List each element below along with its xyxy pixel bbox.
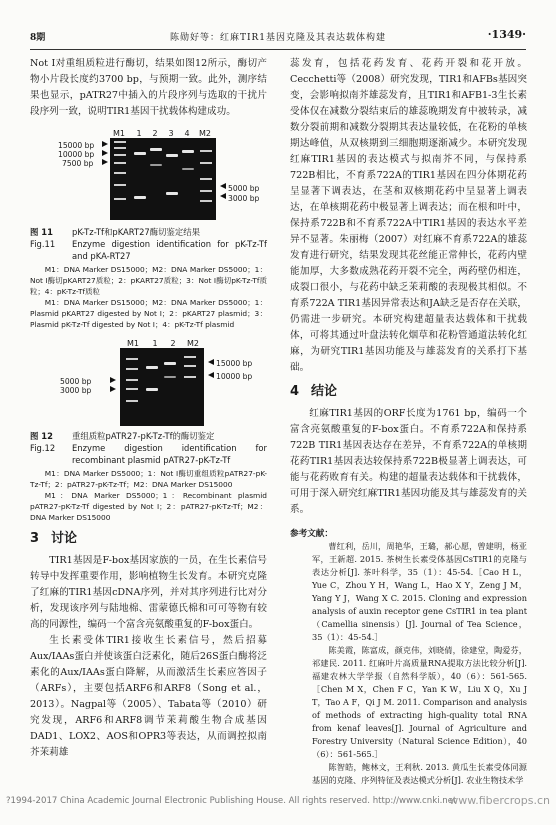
figure-11 — [30, 126, 267, 222]
marker-label: 7500 bp — [62, 159, 94, 168]
figure-11-caption-en: Fig.11 Enzyme digestion identification for pK-Tz-Tf and pKA-RT27 — [30, 239, 267, 261]
figure-11-note-en: M1：DNA Marker DS15000；M2：DNA Marker DS5000；1：Plasmid pKART27 digested by Not I；2：pKART27 plasmid；3：Plasmid pK-Tz-Tf digested by Not I；4：pK-Tz-Tf plasmid — [30, 298, 267, 329]
marker-label: 15000 bp — [58, 141, 95, 150]
page-number: ·1349· — [487, 28, 526, 41]
lane-label: M2 — [187, 339, 199, 348]
conclusion-paragraph: 红麻TIR1基因的ORF长度为1761 bp，编码一个富含亮氨酸重复的F-box蛋白。不育系722A和保持系722B TIR1基因表达存在差异，不育系722A的单核期花药TIR1基因表达较保持系722B极显著上调表达，可能与花药败育有关。构建的超量表达载体和干扰载体，可用于深入研究红麻TIR1基因功能及其与雄蕊发育的关系。 — [290, 408, 527, 515]
caption-en: Enzyme digestion identification for recombinant plasmid pATR27-pK-Tz-Tf — [72, 443, 267, 465]
discussion-paragraph-1: TIR1基因是F-box基因家族的一员，在生长素信号转导中发挥重要作用，影响植物生长发育。本研究克隆了红麻的TIR1基因cDNA序列，并对其序列进行比对分析，发现该序列与陆地棉、雷蒙德氏棉和可可等物有较高的同源性，编码一个富含亮氨酸重复的F-box蛋白。 — [30, 555, 267, 630]
figure-12-note-en: M1：DNA Marker DS5000；1：Recombinant plasmid pATR27-pK-Tz-Tf digested by Not I；2：pATR27-pK-Tz-Tf；M2：DNA Marker DS15000 — [30, 491, 267, 522]
reference-item: 曹红利，岳川，周艳华，王璐，郝心愿，曾建明，杨亚军，王新超. 2015. 茶树生长素受体基因CsTIR1的克隆与表达分析[J]. 茶叶科学，35（1）：45-54.［Cao H L，Yue C，Zhou Y H，Wang L，Hao X Y，Zeng J M，Yang Y J，Wang X C. 2015. Cloning and expression analysis of auxin receptor gene CsTIR1 in tea plant（Camellia sinensis）[J]. Journal of Tea Science，35（1）：45-54.］ — [312, 541, 527, 642]
gel-image — [120, 348, 204, 426]
discussion-paragraph-3: 蕊发育，包括花药发育、花药开裂和花开放。Cecchetti等（2008）研究发现，TIR1和AFBs基因突变，会影响拟南芥雄蕊发育，且TIR1和AFB1-3生长素受体仅在减数分裂结束后的雄蕊晚期发育中被转录，减数分裂前期和减数分裂期其表达量较低，在花粉的单核期达峰值，从双核期到三细胞期逐渐减少。本研究发现红麻TIR1基因的表达模式与拟南芥不同，与保持系722B相比，不育系722A的TIR1基因在四分体期花药呈显著下调表达，在茎和双核期花药中呈显著上调表达，在单核期花药中极显著上调表达；而在根和叶中，保持系722B和不育系722A中TIR1基因的表达水平差异不显著。朱丽梅（2007）对红麻不育系722A的雄蕊发育进行研究，结果发现其花丝能正常伸长，花药内壁能加厚，大多数成熟花药开裂不完全，两药壁仍相连，成裂口很小，与花药中缺乏茉莉酸的表现极其相似。不育系722A TIR1基因异常表达和JA缺乏是否存在关联，仍需进一步研究。本研究构建超量表达载体和干扰载体，可将其通过叶盘法转化烟草和花粉管通道法转化红麻，为研究TIR1基因功能及与雄蕊发育的关系打下基础。 — [290, 58, 527, 373]
footer — [6, 796, 550, 806]
section-title: 讨论 — [51, 531, 78, 546]
marker-arrow — [110, 386, 116, 392]
left-column — [30, 56, 267, 761]
section-number: 3 — [30, 531, 40, 546]
section-number: 4 — [290, 384, 300, 399]
lane-label: M1 — [113, 129, 125, 138]
figure-11-note-cn: M1：DNA Marker DS15000；M2：DNA Marker DS5000；1：Not I酶切pKART27质粒；2：pKART27质粒；3：Not I酶切pK-Tz-Tf质粒；4：pK-Tz-Tf质粒 — [30, 265, 267, 296]
intro-paragraph: Not I对重组质粒进行酶切，结果如图12所示，酶切产物小片段长度约3700 bp，与预期一致。此外，测序结果也显示，pATR27中插入的片段序列与选取的干扰片段序列一致，说明TIR1基因干扰载体构建成功。 — [30, 58, 267, 117]
marker-label: 3000 bp — [228, 194, 260, 203]
discussion-paragraph-2: 生长素受体TIR1接收生长素信号，然后招募Aux/IAAs蛋白并使该蛋白泛素化，随后26S蛋白酶将泛素化的Aux/IAAs蛋白降解，从而激活生长素应答因子（ARFs），主要包括ARF6和ARF8（Song et al.，2013）。Nagpal等（2005）、Tabata等（2010）研究发现，ARF6和ARF8调节茉莉酸生物合成基因DAD1、LOX2、AOS和OPR3等表达，从而调控拟南芥茉莉雄 — [30, 635, 267, 758]
marker-arrow — [208, 372, 214, 378]
marker-label: 10000 bp — [58, 150, 95, 159]
lane-label: 3 — [168, 129, 174, 138]
marker-label: 5000 bp — [60, 377, 92, 386]
section-title: 结论 — [311, 384, 338, 399]
figure-12 — [30, 336, 267, 428]
marker-arrow — [102, 141, 108, 147]
figure-11-caption: 图 11 pK-Tz-Tf和pKART27酶切鉴定结果 — [30, 226, 267, 238]
running-title: 陈勋好等：红麻TIR1基因克隆及其表达载体构建 — [169, 33, 387, 43]
lane-label: 2 — [170, 339, 176, 348]
gel-image — [110, 138, 216, 220]
lane-label: 4 — [184, 129, 190, 138]
references-title: 参考文献： — [290, 529, 333, 539]
marker-label: 3000 bp — [60, 386, 92, 395]
marker-arrow — [220, 193, 226, 199]
caption-en: Enzyme digestion identification for pK-Tz-Tf and pKA-RT27 — [72, 239, 267, 261]
marker-label: 5000 bp — [228, 184, 260, 193]
marker-arrow — [102, 150, 108, 156]
running-header — [30, 26, 526, 48]
lane-label: 1 — [152, 339, 158, 348]
reference-item: 陈智皓，鲍林文，王利秋. 2013. 黄瓜生长素受体同源基因的克隆、序列特征及表达模式分析[J]. 农业生物技术学 — [312, 762, 527, 785]
marker-arrow — [110, 377, 116, 383]
figure-12-caption: 图 12 重组质粒pATR27-pK-Tz-Tf的酶切鉴定 — [30, 430, 267, 442]
watermark: www.fibercrops.cn — [449, 794, 550, 807]
marker-arrow — [102, 159, 108, 165]
lane-label: M2 — [199, 129, 211, 138]
section-4-heading — [290, 384, 527, 400]
copyright-notice: ?1994-2017 China Academic Journal Electronic Publishing House. All rights reserved. http://www.cnki.net — [6, 796, 457, 806]
reference-item: 陈美霞，陈富成，颜克伟，刘晓倩，徐建堂，陶爱芬，祁建民. 2011. 红麻叶片高质量RNA提取方法比较分析[J]. 福建农林大学学报（自然科学版），40（6）：561-565.［Chen M X，Chen F C，Yan K W，Liu X Q，Xu J T，Tao A F，Qi J M. 2011. Comparison and analysis of methods of extracting high-quality total RNA from kenaf leaves[J]. Journal of Agriculture and Forestry University（Natural Science Edition），40（6）：561-565.］ — [312, 645, 527, 759]
marker-arrow — [208, 359, 214, 365]
right-column — [290, 56, 527, 787]
figure-12-caption-en: Fig.12 Enzyme digestion identification for recombinant plasmid pATR27-pK-Tz-Tf — [30, 443, 267, 465]
caption-cn: pK-Tz-Tf和pKART27酶切鉴定结果 — [72, 227, 201, 237]
section-3-heading — [30, 531, 267, 547]
marker-label: 15000 bp — [216, 359, 253, 368]
caption-cn: 重组质粒pATR27-pK-Tz-Tf的酶切鉴定 — [72, 431, 215, 441]
marker-arrow — [220, 183, 226, 189]
lane-label: 2 — [152, 129, 158, 138]
issue-number: 8期 — [30, 33, 46, 43]
lane-label: 1 — [136, 129, 142, 138]
lane-label: M1 — [127, 339, 139, 348]
marker-label: 10000 bp — [216, 372, 253, 381]
figure-12-note-cn: M1：DNA Marker DS5000；1：Not I酶切重组质粒pATR27-pK-Tz-Tf；2：pATR27-pK-Tz-Tf；M2：DNA Marker DS15000 — [30, 469, 267, 489]
header-rule — [30, 49, 526, 50]
